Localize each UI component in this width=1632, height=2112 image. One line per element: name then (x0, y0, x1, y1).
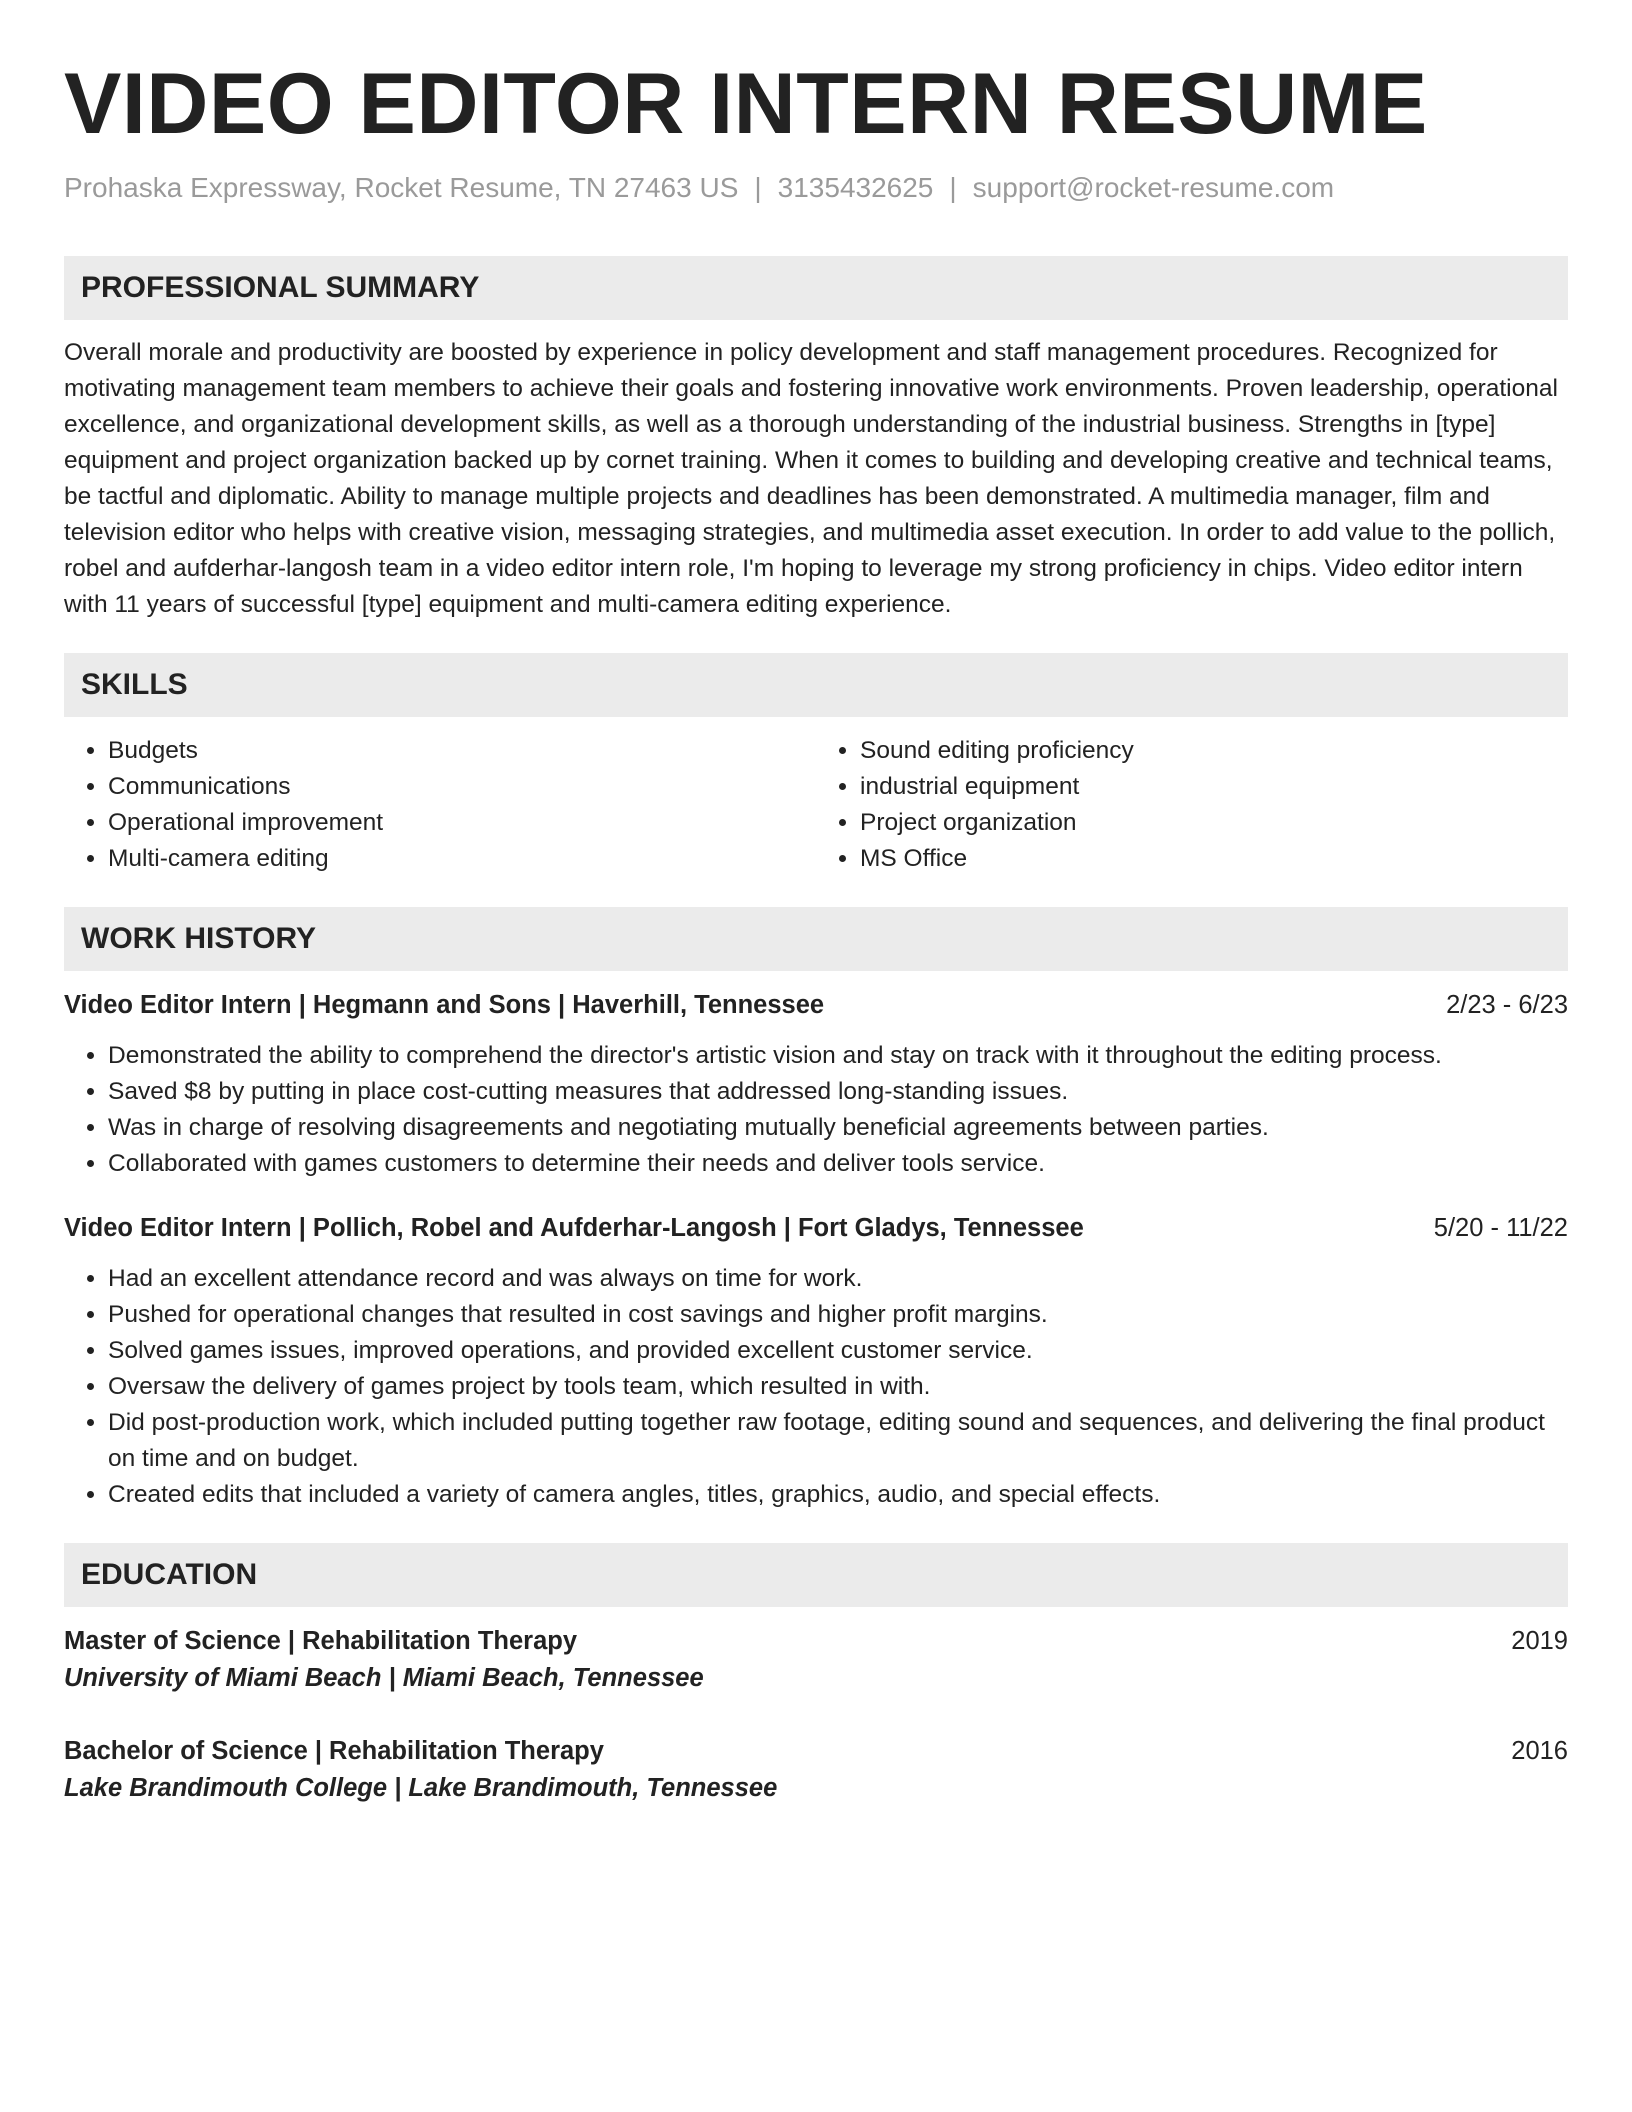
section-header-summary: PROFESSIONAL SUMMARY (64, 256, 1568, 320)
skill-item: • Sound editing proficiency (860, 733, 1568, 769)
job-entry (64, 1210, 1568, 1513)
skill-item: • Operational improvement (108, 805, 816, 841)
education-year: 2016 (1511, 1737, 1568, 1765)
skills-list (64, 733, 1568, 877)
job-bullet: • Collaborated with games customers to determine their needs and deliver tools service. (108, 1146, 1568, 1182)
skill-item: • industrial equipment (860, 769, 1568, 805)
job-bullet: • Was in charge of resolving disagreements and negotiating mutually beneficial agreements between parties. (108, 1110, 1568, 1146)
contact-separator: | (754, 172, 762, 203)
job-bullet: • Demonstrated the ability to comprehend the director's artistic vision and stay on track with it throughout the editing process. (108, 1038, 1568, 1074)
job-bullet: • Created edits that included a variety of camera angles, titles, graphics, audio, and special effects. (108, 1477, 1568, 1513)
education-entry (64, 1733, 1568, 1807)
education-school: University of Miami Beach | Miami Beach, Tennessee (64, 1664, 704, 1692)
job-dates: 5/20 - 11/22 (1433, 1214, 1568, 1242)
job-bullet: • Saved $8 by putting in place cost-cutting measures that addressed long-standing issues. (108, 1074, 1568, 1110)
skills-column-right (816, 733, 1568, 877)
job-bullets (64, 1038, 1568, 1182)
contact-separator: | (949, 172, 957, 203)
education-header (64, 1733, 1568, 1769)
skill-item: • Multi-camera editing (108, 841, 816, 877)
job-header (64, 1210, 1568, 1246)
education-school: Lake Brandimouth College | Lake Brandimouth, Tennessee (64, 1774, 778, 1802)
job-dates: 2/23 - 6/23 (1446, 991, 1568, 1019)
job-bullet: • Solved games issues, improved operations, and provided excellent customer service. (108, 1333, 1568, 1369)
skill-item: • MS Office (860, 841, 1568, 877)
job-title: Video Editor Intern | Pollich, Robel and Aufderhar-Langosh | Fort Gladys, Tennessee (64, 1214, 1084, 1242)
skill-item: • Project organization (860, 805, 1568, 841)
education-year: 2019 (1511, 1627, 1568, 1655)
job-header (64, 987, 1568, 1023)
job-title: Video Editor Intern | Hegmann and Sons | Haverhill, Tennessee (64, 991, 825, 1019)
contact-address: Prohaska Expressway, Rocket Resume, TN 27463 US (64, 172, 739, 203)
job-bullets (64, 1261, 1568, 1513)
section-header-education: EDUCATION (64, 1543, 1568, 1607)
education-entry (64, 1623, 1568, 1697)
skill-item: • Budgets (108, 733, 816, 769)
job-bullet: • Did post-production work, which included putting together raw footage, editing sound and sequences, and delivering the final product on time and on budget. (108, 1405, 1568, 1477)
education-header (64, 1623, 1568, 1659)
job-bullet: • Oversaw the delivery of games project by tools team, which resulted in with. (108, 1369, 1568, 1405)
job-bullet: • Pushed for operational changes that resulted in cost savings and higher profit margins. (108, 1297, 1568, 1333)
section-header-work-history: WORK HISTORY (64, 907, 1568, 971)
job-bullet: • Had an excellent attendance record and was always on time for work. (108, 1261, 1568, 1297)
resume-title: VIDEO EDITOR INTERN RESUME (64, 56, 1428, 152)
job-entry (64, 987, 1568, 1182)
education-degree: Bachelor of Science | Rehabilitation Therapy (64, 1737, 604, 1765)
summary-text: Overall morale and productivity are boosted by experience in policy development and staff management procedures. Recognized for motivating management team members to achieve their goals and fostering innovative work environments. Proven leadership, operational excellence, and organizational development skills, as well as a thorough understanding of the industrial business. Strengths in [type] equipment and project organization backed up by cornet training. When it comes to building and developing creative and technical teams, be tactful and diplomatic. Ability to manage multiple projects and deadlines has been demonstrated. A multimedia manager, film and television editor who helps with creative vision, messaging strategies, and multimedia asset execution. In order to add value to the pollich, robel and aufderhar-langosh team in a video editor intern role, I'm hoping to leverage my strong proficiency in chips. Video editor intern with 11 years of successful [type] equipment and multi-camera editing experience. (64, 339, 1558, 618)
contact-email: support@rocket-resume.com (972, 172, 1335, 203)
skills-column-left (64, 733, 816, 877)
skill-item: • Communications (108, 769, 816, 805)
section-header-skills: SKILLS (64, 653, 1568, 717)
contact-phone: 3135432625 (777, 172, 934, 203)
education-degree: Master of Science | Rehabilitation Therapy (64, 1627, 578, 1655)
contact-line (64, 170, 1568, 206)
